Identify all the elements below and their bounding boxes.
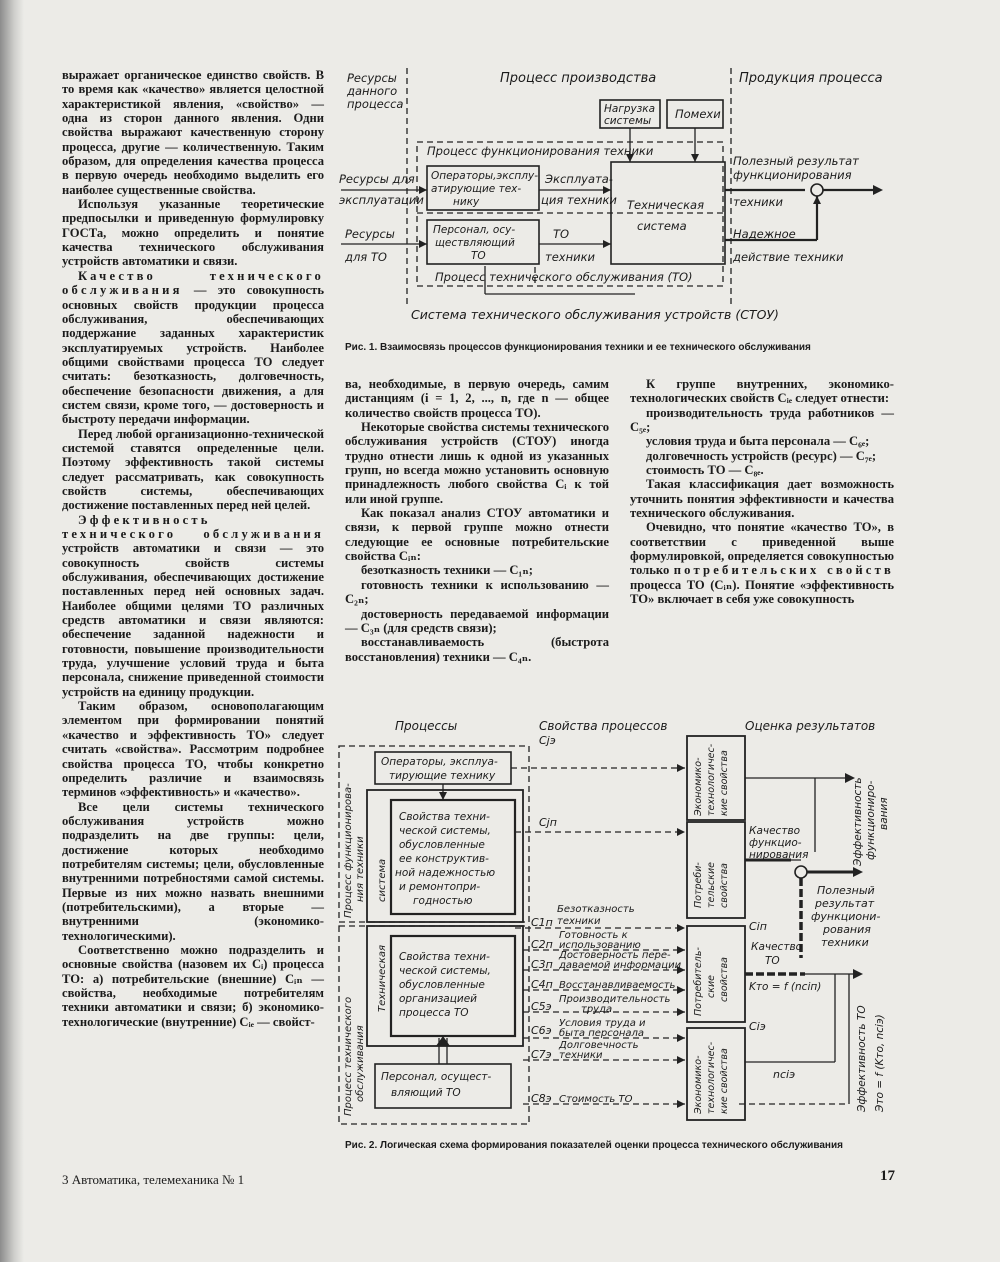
label-res-operation-line1: Ресурсы для bbox=[339, 172, 415, 186]
label-cons1-line1: Потреби- bbox=[693, 862, 704, 908]
label-resources-line2: данного bbox=[347, 84, 398, 98]
label-econ2-line2: технологичес- bbox=[706, 1041, 717, 1114]
label-quality-to-line1: Качество bbox=[751, 941, 803, 953]
label-c5-line1: Производительность bbox=[559, 994, 671, 1005]
label-tech-system-line1: Техническая bbox=[627, 198, 705, 212]
label-operation-line2: ция техники bbox=[541, 193, 617, 207]
quality-definition: — это совокупность основных свойств продукции процесса обслуживания, обеспечивающих поддержание заданных характеристик эксплуатируемых устройств. Наиболее общими свойствами процесса ТО следует считать: безотказность, долговечность, обеспечение безопасности движения, а для систем связи, кроме того, — достоверность и быстроту передачи информации. bbox=[62, 283, 324, 427]
label-useful-5: техники bbox=[821, 936, 869, 949]
label-props-org-2: ческой системы, bbox=[399, 965, 491, 977]
page-number: 17 bbox=[880, 1168, 895, 1184]
text-span: Очевидно, что понятие «качество ТО», в соответствии с приведенной выше формулировкой, определяется совокупностью только bbox=[630, 520, 894, 578]
paragraph: Все цели системы технического обслуживания устройств можно подразделить на две группы: цели, достижение которых необходимо потребителям системы; цели, обусловленные внутренними потребностями самой системы. Первые из них можно назвать внешними (потребительскими), а вторые — внутренними (экономико-технологическими). bbox=[62, 799, 324, 943]
label-c-je: Cjэ bbox=[539, 734, 556, 747]
paragraph: выражает органическое единство свойств. В то время как «качество» является целостной характеристикой явления, «свойство» — одна из сторон данного явления. Одни свойства выражают качественную сторону процесса, другие — количественную. Таким образом, для определения качества процесса в первую очередь необходимо выделить его наиболее существенные свойства. bbox=[62, 68, 324, 197]
figure-1-caption: Рис. 1. Взаимосвязь процессов функционирования техники и ее технического обслуживания bbox=[345, 342, 811, 353]
label-personnel-line2: ществляющий bbox=[435, 237, 515, 249]
list-item: производительность труда работников — C₅ₑ; bbox=[630, 405, 894, 435]
label-c4-symbol: C4п bbox=[531, 978, 553, 991]
label-res-operation-line2: эксплуатации bbox=[339, 193, 424, 207]
paragraph: ва, необходимые, в первую очередь, самим дистанциям (i = 1, 2, ..., n, где n — общее количество свойств процесса ТО). bbox=[345, 377, 609, 420]
label-econ2-line3: кие свойства bbox=[719, 1048, 730, 1114]
figure-2-caption: Рис. 2. Логическая схема формирования показателей оценки процесса технического обслуживания bbox=[345, 1140, 843, 1151]
label-cons2-line1: Потребитель- bbox=[693, 947, 704, 1016]
label-useful-3: функциони- bbox=[811, 910, 881, 923]
label-c1-symbol: C1п bbox=[531, 916, 553, 929]
label-operation-line1: Эксплуата- bbox=[545, 172, 613, 186]
label-props-org-1: Свойства техни- bbox=[399, 951, 490, 963]
label-reliable-line1: Надежное bbox=[733, 227, 796, 241]
label-useful-4: рования bbox=[823, 923, 871, 936]
label-c8-line1: Стоимость ТО bbox=[559, 1094, 633, 1105]
list-item: готовность техники к использованию — C₂ₙ; bbox=[345, 577, 609, 607]
label-useful-line2: функционирования bbox=[733, 168, 852, 182]
paragraph: Как показал анализ СТОУ автоматики и связи, к первой группе можно отнести следующие ее основные потребительские свойства Cᵢₙ: bbox=[345, 506, 609, 564]
efficiency-definition: устройств автоматики и связи — это совокупность свойств системы обслуживания, обеспечивающих достижение поставленных перед ней основных задач. Наиболее общими целями ТО различных средств автоматики и связи являются: обеспечение заданной надежности и готовности, повышение производительности труда, улучшение условий труда и быта персонала, снижение приведенной стоимости устройств на единицу продукции. bbox=[62, 541, 324, 699]
list-item: долговечность устройств (ресурс) — C₇ₑ; bbox=[646, 448, 877, 463]
label-quality-func-line3: нирования bbox=[749, 849, 809, 861]
label-eff-func-line1: Эффективность bbox=[852, 777, 864, 866]
label-personnel-line3: ТО bbox=[471, 250, 486, 262]
label-c1-line2: техники bbox=[557, 916, 601, 927]
paragraph: Перед любой организационно-технической системой ставятся определенные цели. Поэтому эффективность такой системы следует рассматривать, как совокупность свойств системы, обеспечивающих достижение поставленных перед ней целей. bbox=[62, 426, 324, 513]
journal-footer: 3 Автоматика, телемеханика № 1 bbox=[62, 1172, 245, 1187]
label-c6-symbol: C6э bbox=[531, 1024, 552, 1037]
label-noise: Помехи bbox=[675, 107, 721, 121]
label-econ2-line1: Экономико- bbox=[693, 1055, 704, 1114]
label-to-line1: ТО bbox=[553, 227, 570, 241]
label-c2-line2: использованию bbox=[559, 940, 641, 951]
label-operators-line3: нику bbox=[453, 196, 480, 208]
label-props-tech-1: Свойства техни- bbox=[399, 811, 490, 823]
header-processes: Процессы bbox=[395, 719, 458, 733]
label-stou-system: Система технического обслуживания устройств (СТОУ) bbox=[411, 307, 779, 322]
label-proc-to-line1: Процесс технического bbox=[343, 996, 354, 1116]
label-econ1-line1: Экономико- bbox=[693, 757, 704, 816]
list-item: стоимость ТО — C₈ₑ. bbox=[646, 463, 764, 478]
label-c1-line1: Безотказность bbox=[557, 904, 635, 915]
label-useful-1: Полезный bbox=[817, 884, 875, 897]
label-reliable-line2: действие техники bbox=[733, 250, 844, 264]
term-consumer-properties: потребительских свойств bbox=[673, 563, 894, 578]
label-useful-2: результат bbox=[815, 897, 875, 910]
label-maintenance-process: Процесс технического обслуживания (ТО) bbox=[435, 270, 693, 284]
text-column-1 bbox=[62, 68, 324, 1029]
label-props-org-4: организацией bbox=[399, 993, 478, 1005]
label-load-line1: Нагрузка bbox=[604, 103, 656, 115]
list-item: достоверность передаваемой информации — C₃ₙ (для средств связи); bbox=[345, 606, 609, 635]
page-edge-shadow bbox=[0, 0, 24, 1262]
header-evaluation: Оценка результатов bbox=[745, 719, 876, 733]
label-process-output: Продукция процесса bbox=[739, 71, 883, 86]
paragraph: Некоторые свойства системы технического обслуживания устройств (СТОУ) иногда трудно отнести лишь к одной из указанных групп, но всегда можно установить основную принадлежность любого свойства Cᵢ к той или иной группе. bbox=[345, 420, 610, 506]
label-personnel-line1: Персонал, осущест- bbox=[381, 1071, 492, 1083]
paragraph-quality-definition bbox=[62, 269, 324, 427]
label-quality-func-line2: функцио- bbox=[749, 837, 802, 849]
label-resources-line3: процесса bbox=[347, 97, 404, 111]
label-cons1-line2: тельские bbox=[706, 861, 717, 908]
list-item: условия труда и быта персонала — C₆ₑ; bbox=[646, 434, 870, 449]
label-to-line2: техники bbox=[545, 250, 595, 264]
label-props-tech-7: годностью bbox=[413, 895, 473, 907]
label-eff-to-line1: Эффективность ТО bbox=[856, 1005, 868, 1112]
paragraph: Используя указанные теоретические предпосылки и приведенную формулировку ГОСТа, можно определить и понятие качества технического обслуживания устройств автоматики и связи. bbox=[62, 197, 324, 269]
label-props-org-5: процесса ТО bbox=[399, 1007, 469, 1019]
label-c-ie: Ciэ bbox=[749, 1020, 766, 1033]
label-c3-line2: даваемой информации bbox=[559, 960, 682, 971]
label-operators-line1: Операторы, эксплуа- bbox=[381, 756, 498, 768]
label-tech-system-line2: система bbox=[637, 219, 687, 233]
text-column-3 bbox=[630, 377, 894, 607]
label-props-tech-4: ее конструктив- bbox=[399, 853, 489, 865]
term-efficiency: Эффективность технического обслуживания bbox=[62, 512, 324, 541]
label-econ1-line2: технологичес- bbox=[706, 743, 717, 816]
label-n-ie: nciэ bbox=[773, 1068, 796, 1081]
label-c7-line2: техники bbox=[559, 1050, 603, 1061]
label-c5-line2: труда bbox=[581, 1004, 613, 1015]
label-cons1-line3: свойства bbox=[719, 863, 730, 908]
term-quality: Качество технического обслуживания bbox=[62, 268, 324, 298]
label-cons2-line2: ские bbox=[706, 975, 717, 998]
label-props-tech-3: обусловленные bbox=[399, 839, 485, 851]
label-c2-symbol: C2п bbox=[531, 938, 553, 951]
label-k-to: Kто = f (nciп) bbox=[749, 981, 822, 993]
label-resources-line1: Ресурсы bbox=[347, 71, 397, 85]
list-item: восстанавливаемость (быстрота восстановления) техники — C₄ₙ. bbox=[345, 635, 609, 664]
label-load-line2: системы bbox=[604, 115, 652, 127]
label-props-tech-6: и ремонтопри- bbox=[399, 881, 481, 893]
label-eff-func-line3: вания bbox=[878, 797, 890, 830]
label-operators-line2: атирующие тех- bbox=[431, 183, 522, 195]
label-econ1-line3: кие свойства bbox=[719, 750, 730, 816]
label-operators-line2: тирующие технику bbox=[389, 770, 496, 782]
label-c2-line1: Готовность к bbox=[559, 930, 628, 941]
label-c-jn: Cjп bbox=[539, 816, 557, 829]
label-proc-func-line2: ния техники bbox=[355, 836, 366, 902]
text-span: процесса ТО (Cᵢₙ). Понятие «эффективность ТО» включает в себя уже совокупность bbox=[630, 577, 894, 607]
label-cons2-line3: свойства bbox=[719, 957, 730, 1002]
figure-1 bbox=[335, 62, 895, 330]
label-operators-line1: Операторы,эксплу- bbox=[431, 170, 538, 182]
label-props-tech-2: ческой системы, bbox=[399, 825, 491, 837]
label-useful-line3: техники bbox=[733, 195, 783, 209]
label-c3-symbol: C3п bbox=[531, 958, 553, 971]
label-eff-func-line2: функциониро- bbox=[865, 780, 877, 860]
label-c8-symbol: C8э bbox=[531, 1092, 552, 1105]
label-c7-line1: Долговечность bbox=[559, 1040, 639, 1051]
paragraph-efficiency-definition bbox=[62, 513, 324, 699]
label-c6-line1: Условия труда и bbox=[559, 1018, 646, 1029]
label-eff-to-line2: Это = f (Kто, nciэ) bbox=[874, 1014, 886, 1112]
label-personnel-line2: вляющий ТО bbox=[391, 1087, 461, 1099]
paragraph: Таким образом, основополагающим элементом при формировании понятий «качество и эффективность ТО» следует считать «свойства». Рассмотрим подробнее свойства процесса ТО, чтобы конкретно определить различие и взаимосвязь терминов «эффективность» и «качество». bbox=[62, 699, 324, 800]
label-c6-line2: быта персонала bbox=[559, 1028, 645, 1039]
header-properties: Свойства процессов bbox=[539, 719, 668, 733]
label-production-process: Процесс производства bbox=[500, 71, 657, 86]
label-c5-symbol: C5э bbox=[531, 1000, 552, 1013]
list-item: безотказность техники — C₁ₙ; bbox=[361, 563, 533, 578]
paragraph: К группе внутренних, экономико-технологических свойств Cᵢₑ следует отнести: bbox=[630, 377, 894, 406]
label-quality-to-line2: ТО bbox=[765, 955, 780, 967]
label-c3-line1: Достоверность пере- bbox=[559, 950, 671, 961]
label-proc-func-line1: Процесс функционирова- bbox=[343, 783, 354, 918]
label-quality-func-line1: Качество bbox=[749, 825, 801, 837]
label-useful-line1: Полезный результат bbox=[733, 154, 859, 168]
label-res-to-line1: Ресурсы bbox=[345, 227, 395, 241]
label-props-tech-5: ной надежностью bbox=[395, 867, 496, 879]
label-personnel-line1: Персонал, осу- bbox=[433, 224, 516, 236]
label-res-to-line2: для ТО bbox=[345, 250, 387, 264]
paragraph: Соответственно можно подразделить и основные свойства (назовем их Cᵢ) процесса ТО: а) потребительские (внешние) Cᵢₙ — свойства, необходимые потребителям техники автоматики и связи; б) экономико-технологические (внутренние) Cᵢₑ — свойст- bbox=[62, 942, 324, 1029]
figure-2 bbox=[335, 712, 895, 1132]
label-functioning-process: Процесс функционирования техники bbox=[427, 144, 654, 158]
label-proc-to-line2: обслуживания bbox=[355, 1025, 366, 1102]
text-column-2 bbox=[345, 377, 609, 664]
label-c7-symbol: C7э bbox=[531, 1048, 552, 1061]
label-c4-line1: Восстанавливаемость bbox=[559, 980, 676, 991]
label-props-org-3: обусловленные bbox=[399, 979, 485, 991]
label-system-vertical: система bbox=[377, 858, 388, 902]
paragraph-consumer bbox=[630, 520, 894, 606]
label-tech-vertical: Техническая bbox=[377, 945, 388, 1012]
paragraph: Такая классификация дает возможность уточнить понятия эффективности и качества технического обслуживания. bbox=[630, 477, 894, 521]
label-c-in: Ciп bbox=[749, 920, 767, 933]
